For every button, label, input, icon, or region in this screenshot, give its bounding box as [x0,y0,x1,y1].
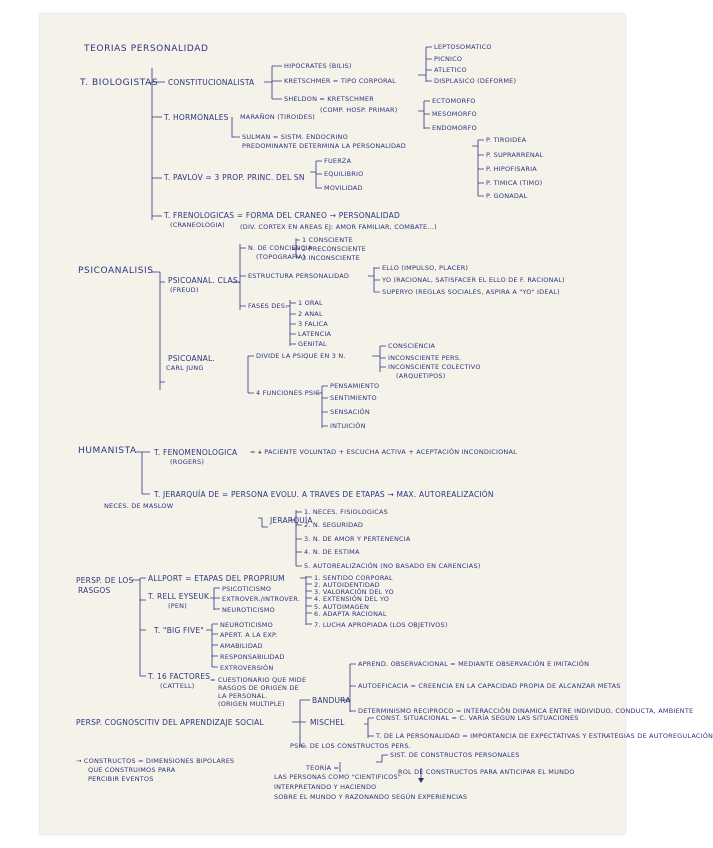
sulman-label: SULMAN = SISTM. ENDOCRINO [242,133,348,141]
kretschmer-type: ATLETICO [434,66,467,74]
frenologicas-label: T. FRENOLOGICAS = FORMA DEL CRANEO → PERSONALIDAD [164,211,400,220]
jerarquia-item: 3. N. DE AMOR Y PERTENENCIA [304,535,411,543]
fases-label: FASES DES. [248,302,288,310]
kelly-label: PSIC. DE LOS CONSTRUCTOS PERS. [290,742,411,750]
cattell-desc: RASGOS DE ORIGEN DE [218,684,299,692]
page-title: TEORIAS PERSONALIDAD [84,44,209,54]
freud-author: (FREUD) [170,286,199,294]
jung-divide: DIVIDE LA PSIQUE EN 3 N. [256,352,346,360]
cattell-label: T. 16 FACTORES [148,672,211,681]
sulman-type: P. TIMICA (TIMO) [486,179,543,187]
cattell-desc: LA PERSONAL. [218,692,268,700]
jung-nivel: (ARQUETIPOS) [396,372,446,380]
section-rasgos-2: RASGOS [78,586,111,595]
bigfive-item: AMABILIDAD [220,642,263,650]
estructura-item: YO (RACIONAL, SATISFACER EL ELLO DE F. RACIONAL) [382,276,565,284]
pavlov-prop: FUERZA [324,157,352,165]
sulman-type: P. TIROIDEA [486,136,527,144]
bandura-item: APREND. OBSERVACIONAL = MEDIANTE OBSERVACIÓN E IMITACIÓN [358,660,590,668]
teoria-label: TEORÍA = [306,764,340,772]
niveles-note: (TOPOGRAFIA) [256,253,306,261]
constructos-line: → CONSTRUCTOS = DIMENSIONES BIPOLARES [76,757,235,765]
bigfive-item: APERT. A LA EXP. [220,631,278,639]
frenologicas-note: (CRANEOLOGIA) [170,221,225,229]
sheldon-type: ENDOMORFO [432,124,477,132]
estructura-label: ESTRUCTURA PERSONALIDAD [248,272,350,280]
eysenck-author: (PEN) [168,602,187,610]
jerarquia-label: JERARQUÍA [270,516,313,525]
section-rasgos: PERSP. DE LOS [76,576,134,585]
bigfive-item: NEUROTICISMO [220,621,273,629]
sheldon-type: ECTOMORFO [432,97,476,105]
bandura-item: DETERMINISMO RECIPROCO = INTERACCIÓN DINAMICA ENTRE INDIVIDUO, CONDUCTA, AMBIENTE [358,707,694,715]
allport-item: 6. ADAPTA RACIONAL [314,610,387,618]
allport-label: ALLPORT = ETAPAS DEL PROPRIUM [148,574,285,583]
jerarquia-item: 4. N. DE ESTIMA [304,548,360,556]
kretschmer-type: PICNICO [434,55,463,63]
fases-item: 3 FALICA [298,320,328,328]
eysenck-item: EXTROVER./INTROVER. [222,595,301,603]
maranon-label: MARAÑON (TIROIDES) [240,113,316,121]
jerarquia-item: 2. N. SEGURIDAD [304,521,364,529]
mischel-item: CONST. SITUACIONAL = C. VARÍA SEGÚN LAS SITUACIONES [376,714,579,722]
jung-label: PSICOANAL. [168,354,215,363]
jung-nivel: INCONSCIENTE COLECTIVO [388,363,481,371]
sheldon-type: MESOMORFO [432,110,477,118]
maslow-label: T. JERARQUÍA DE = PERSONA EVOLU. A TRAVES DE ETAPAS → MAX. AUTOREALIZACIÓN [154,490,494,499]
teoria-line: INTERPRETANDO Y HACIENDO [274,783,377,791]
section-humanista: HUMANISTA [78,446,137,456]
allport-item: 7. LUCHA APROPIADA (LOS OBJETIVOS) [314,621,448,629]
niveles-item: 3 INCONSCIENTE [302,254,360,262]
niveles-item: 1 CONSCIENTE [302,236,353,244]
pavlov-prop: EQUILIBRIO [324,170,364,178]
kretschmer-type: LEPTOSOMATICO [434,43,492,51]
fases-item: 2 ANAL [298,310,323,318]
constructos-line: PERCIBIR EVENTOS [88,775,154,783]
jung-funcion: SENTIMIENTO [330,394,377,402]
jung-funcion: INTUICIÓN [330,422,366,430]
sheldon-note: (COMP. HOSP. PRIMAR) [320,106,398,114]
bigfive-item: EXTROVERSIÓN [220,664,274,672]
jung-funciones-label: 4 FUNCIONES PSIC [256,389,320,397]
eysenck-item: PSICOTICISMO [222,585,272,593]
mischel-label: MISCHEL [310,718,345,727]
sulman-type: P. HIPOFISARIA [486,165,537,173]
pavlov-label: T. PAVLOV = 3 PROP. PRINC. DEL SN [164,173,305,182]
allport-item: 2. AUTOIDENTIDAD [314,581,380,589]
fases-item: 1 ORAL [298,299,323,307]
jung-funcion: SENSACIÓN [330,408,370,416]
allport-item: 5. AUTOIMAGEN [314,603,370,611]
eysenck-label: T. RELL EYSEUK [148,592,210,601]
sulman-note: PREDOMINANTE DETERMINA LA PERSONALIDAD [242,142,406,150]
constructos-line: QUE CONSTRUIMOS PARA [88,766,176,774]
section-biologistas: T. BIOLOGISTAS [80,78,159,88]
mischel-item: T. DE LA PERSONALIDAD = IMPORTANCIA DE EXPECTATIVAS Y ESTRATEGIAS DE AUTOREGULACIÓN [376,732,713,740]
niveles-item: 2 PRECONSCIENTE [302,245,366,253]
fases-item: GENITAL [298,340,327,348]
cattell-desc: (ORIGEN MULTIPLE) [218,700,285,708]
jung-author: CARL JUNG [166,364,204,372]
bigfive-item: RESPONSABILIDAD [220,653,285,661]
kretschmer-label: KRETSCHMER = TIPO CORPORAL [284,77,396,85]
rogers-desc: = ⚹ PACIENTE VOLUNTAD + ESCUCHA ACTIVA + ACEPTACIÓN INCONDICIONAL [250,448,517,456]
cattell-author: (CATTELL) [160,682,195,690]
frenologicas-div: (DIV. CORTEX EN AREAS EJ: AMOR FAMILIAR, COMBATE...) [240,223,437,231]
constitucionalista-label: CONSTITUCIONALISTA [168,78,255,87]
section-cognitivo: PERSP. COGNOSCITIV DEL APRENDIZAJE SOCIAL [76,718,264,727]
allport-item: 1. SENTIDO CORPORAL [314,574,393,582]
bigfive-label: T. "BIG FIVE" [154,626,204,635]
rogers-author: (ROGERS) [170,458,205,466]
freud-label: PSICOANAL. CLAS. [168,276,241,285]
pavlov-prop: MOVILIDAD [324,184,363,192]
jerarquia-item: 1. NECES. FISIOLOGICAS [304,508,388,516]
sist-label: SIST. DE CONSTRUCTOS PERSONALES [390,751,520,759]
section-psicoanalisis: PSICOANALISIS [78,266,154,276]
fases-item: LATENCIA [298,330,332,338]
sulman-type: P. GONADAL [486,192,528,200]
jung-funcion: PENSAMIENTO [330,382,380,390]
jung-nivel: CONSCIENCIA [388,342,436,350]
maslow-author: NECES. DE MASLOW [104,502,174,510]
teoria-line: SOBRE EL MUNDO Y RAZONANDO SEGÚN EXPERIENCIAS [274,793,468,801]
cattell-desc: = CUESTIONARIO QUE MIDE [210,676,307,684]
teoria-line: LAS PERSONAS COMO "CIENTIFICOS" [274,773,402,781]
hipocrates-label: HIPOCRATES (BILIS) [284,62,352,70]
kretschmer-type: DISPLASICO (DEFORME) [434,77,517,85]
allport-item: 3. VALORACIÓN DEL YO [314,588,394,596]
bandura-item: AUTOEFICACIA = CREENCIA EN LA CAPACIDAD PROPIA DE ALCANZAR METAS [358,682,621,690]
eysenck-item: NEUROTICISMO [222,606,275,614]
rep-label: ROL DE CONSTRUCTOS PARA ANTICIPAR EL MUNDO [398,768,575,776]
sheldon-label: SHELDON = KRETSCHMER [284,95,374,103]
sulman-type: P. SUPRARRENAL [486,151,544,159]
rogers-label: T. FENOMENOLOGICA [154,448,238,457]
bandura-label: BANDURA [312,696,351,705]
jung-nivel: INCONSCIENTE PERS. [388,354,462,362]
jerarquia-item: 5. AUTOREALIZACIÓN (NO BASADO EN CARENCIAS) [304,562,481,570]
niveles-label: N. DE CONCIENCIA [248,244,313,252]
hormonales-label: T. HORMONALES [164,113,229,122]
estructura-item: ELLO (IMPULSO, PLACER) [382,264,469,272]
allport-item: 4. EXTENSIÓN DEL YO [314,595,390,603]
estructura-item: SUPERYO (REGLAS SOCIALES, ASPIRA A "YO" IDEAL) [382,288,560,296]
